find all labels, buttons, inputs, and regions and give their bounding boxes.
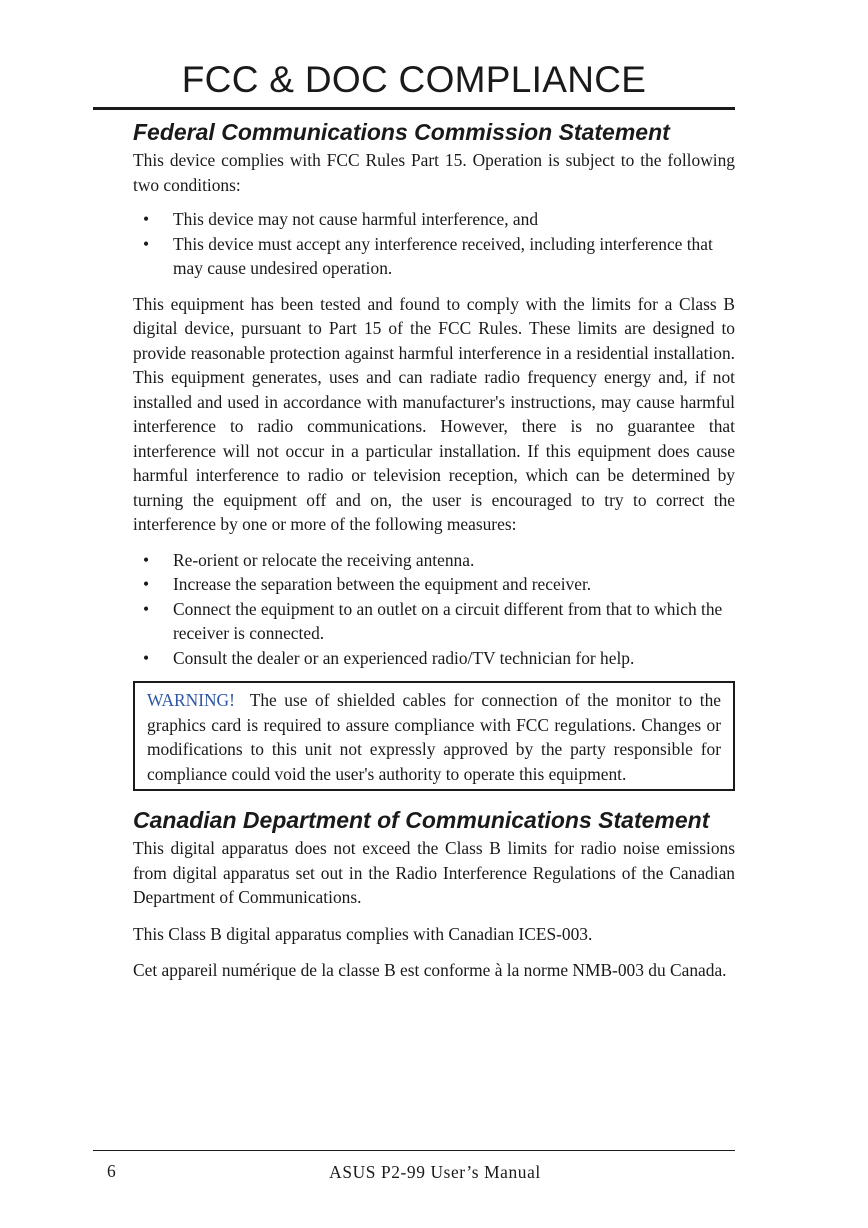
footer-divider: [93, 1150, 735, 1151]
measure-text: Consult the dealer or an experienced radio/TV technician for help.: [173, 647, 635, 668]
ices-statement: This Class B digital apparatus complies with Canadian ICES-003.: [133, 923, 593, 944]
page-title: FCC & DOC COMPLIANCE: [181, 59, 647, 100]
french-statement: Cet appareil numérique de la classe B est conforme à la norme NMB-003 du Canada.: [133, 960, 727, 980]
list-item: [133, 548, 735, 573]
fcc-measures-list: [133, 548, 735, 671]
bullet-icon: •: [143, 209, 150, 229]
measure-text: Increase the separation between the equipment and receiver.: [173, 574, 592, 594]
warning-text: The use of shielded cables for connection of the monitor to the graphics card is required to assure compliance with FCC regulations. Changes or modifications to this unit not expressly approved by the party responsible for compliance could void the user's authority to operate this equipment.: [147, 690, 721, 784]
bullet-icon: •: [143, 647, 150, 668]
list-item: [133, 597, 735, 646]
measure-text: Re-orient or relocate the receiving antenna.: [173, 549, 475, 570]
fcc-paragraph: This equipment has been tested and found to comply with the limits for a Class B digital device, pursuant to Part 15 of the FCC Rules. These limits are designed to provide reasonable protection against harmful interference in a residential installation. This equipment generates, uses and can radiate radio frequency energy and, if not installed and used in accordance with manufacturer's instructions, may cause harmful interference to radio communications. However, there is no guarantee that interference will not occur in a particular installation. If this equipment does cause harmful interference to radio or television reception, which can be determined by turning the equipment off and on, the user is encouraged to try to correct the interference by one or more of the following measures:: [133, 293, 735, 534]
warning-box: [133, 681, 735, 791]
list-item: [133, 572, 735, 597]
fcc-conditions-list: [133, 207, 735, 281]
doc-heading: Canadian Department of Communications Statement: [133, 807, 710, 833]
measure-text: Connect the equipment to an outlet on a circuit different from that to which the receiver is connected.: [173, 598, 723, 643]
title-divider: [93, 107, 735, 110]
fcc-heading: Federal Communications Commission Statement: [133, 119, 670, 145]
list-item: [133, 207, 735, 232]
page-content: [133, 117, 735, 983]
page-number: 6: [107, 1161, 116, 1181]
condition-text: This device must accept any interference received, including interference that may cause undesired operation.: [173, 233, 713, 278]
footer-manual-title: ASUS P2-99 User’s Manual: [329, 1162, 541, 1182]
bullet-icon: •: [143, 549, 150, 570]
doc-intro: This digital apparatus does not exceed the Class B limits for radio noise emissions from digital apparatus set out in the Radio Interference Regulations of the Canadian Department of Communications.: [133, 838, 735, 907]
list-item: [133, 232, 735, 281]
warning-label: WARNING!: [147, 690, 235, 710]
bullet-icon: •: [143, 233, 150, 254]
bullet-icon: •: [143, 574, 150, 594]
bullet-icon: •: [143, 598, 150, 619]
list-item: [133, 646, 735, 671]
condition-text: This device may not cause harmful interference, and: [173, 209, 539, 229]
fcc-intro: This device complies with FCC Rules Part 15. Operation is subject to the following two conditions:: [133, 150, 735, 195]
